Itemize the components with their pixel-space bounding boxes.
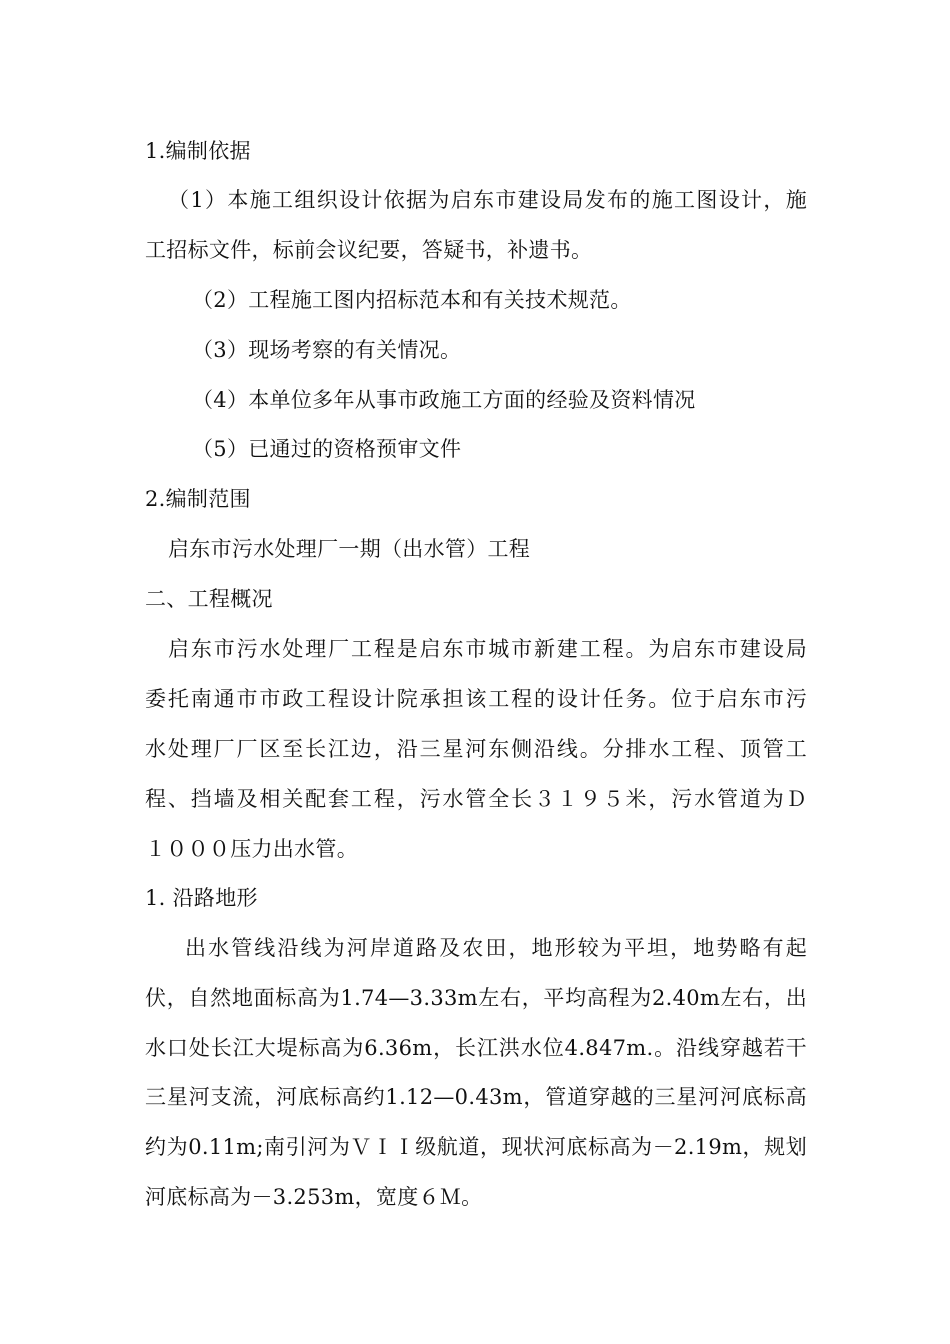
paragraph-line: 程、挡墙及相关配套工程，污水管全长３１９５米，污水管道为Ｄ (145, 787, 807, 811)
paragraph-line: 三星河支流，河底标高约1.12—0.43m，管道穿越的三星河河底标高 (145, 1085, 807, 1109)
heading-compile-basis: 1.编制依据 (145, 139, 251, 163)
list-item: （3）现场考察的有关情况。 (192, 338, 462, 362)
paragraph-line: 水口处长江大堤标高为6.36m，长江洪水位4.847m.。沿线穿越若干 (145, 1036, 807, 1060)
list-item: （5）已通过的资格预审文件 (192, 437, 462, 461)
heading-route-terrain: 1. 沿路地形 (145, 886, 258, 910)
paragraph-line: 水处理厂厂区至长江边，沿三星河东侧沿线。分排水工程、顶管工 (145, 737, 807, 761)
list-item: （2）工程施工图内招标范本和有关技术规范。 (192, 288, 632, 312)
paragraph-line: 河底标高为－3.253m，宽度６Ｍ。 (145, 1185, 483, 1209)
paragraph-line: １０００压力出水管。 (145, 837, 358, 861)
paragraph-line: 约为0.11m;南引河为ＶＩＩ级航道，现状河底标高为－2.19m，规划 (145, 1135, 807, 1159)
list-item: （4）本单位多年从事市政施工方面的经验及资料情况 (192, 388, 696, 412)
paragraph-line: 出水管线沿线为河岸道路及农田，地形较为平坦，地势略有起 (185, 936, 807, 960)
paragraph-line: 启东市污水处理厂一期（出水管）工程 (168, 537, 531, 561)
paragraph-line: 伏，自然地面标高为1.74—3.33m左右，平均高程为2.40m左右，出 (145, 986, 807, 1010)
heading-project-overview: 二、工程概况 (145, 587, 273, 611)
paragraph-line: （1）本施工组织设计依据为启东市建设局发布的施工图设计，施 (168, 188, 807, 212)
paragraph-line: 启东市污水处理厂工程是启东市城市新建工程。为启东市建设局 (168, 637, 807, 661)
paragraph-line: 委托南通市市政工程设计院承担该工程的设计任务。位于启东市污 (145, 687, 807, 711)
heading-compile-scope: 2.编制范围 (145, 487, 251, 511)
paragraph-line: 工招标文件，标前会议纪要，答疑书，补遗书。 (145, 238, 593, 262)
